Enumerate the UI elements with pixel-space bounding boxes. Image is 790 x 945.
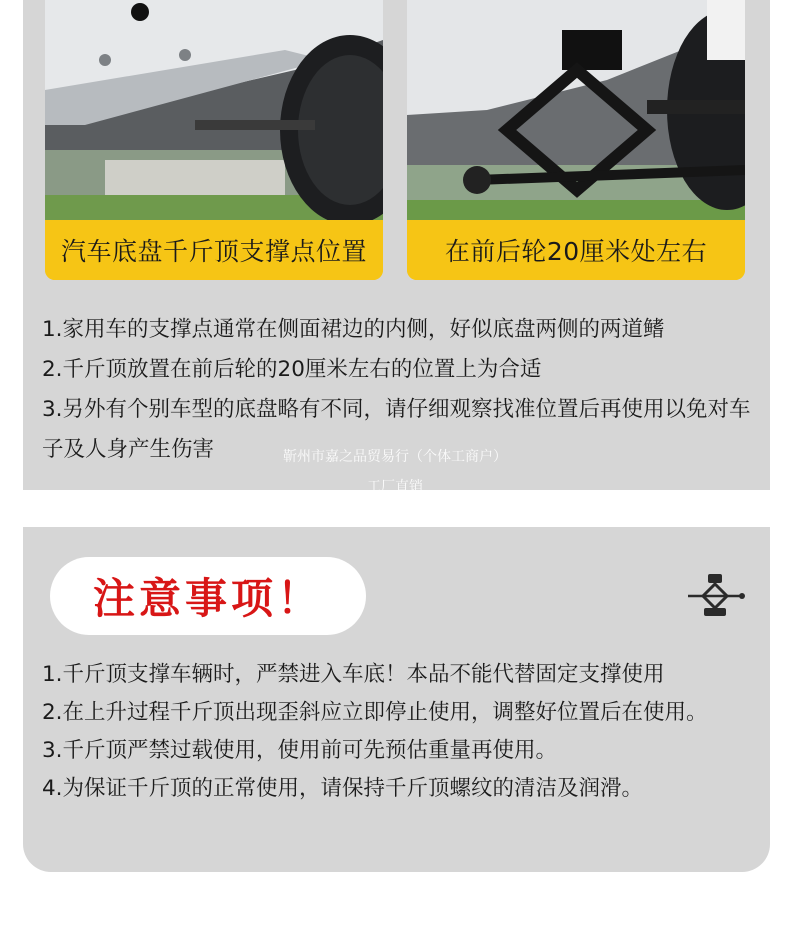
notice-list [42, 656, 767, 808]
support-note: 3.另外有个别车型的底盘略有不同，请仔细观察找准位置后再使用以免对车子及人身产生伤害 [42, 397, 751, 462]
left-photo-card [45, 0, 383, 280]
notice-title: 注意事项！ [92, 574, 323, 623]
watermark-tagline: 工厂直销 [367, 479, 423, 495]
left-photo-caption: 汽车底盘千斤顶支撑点位置 [45, 220, 383, 280]
right-photo-card [407, 0, 745, 280]
support-note: 2.千斤顶放置在前后轮的20厘米左右的位置上为合适 [42, 357, 542, 382]
scissor-jack-photo [407, 0, 745, 220]
right-photo-caption: 在前后轮20厘米处左右 [407, 220, 745, 280]
notice-item: 3.千斤顶严禁过载使用，使用前可先预估重量再使用。 [42, 738, 558, 763]
watermark-company: 靳州市嘉之品贸易行（个体工商户） [283, 449, 507, 465]
notice-item: 4.为保证千斤顶的正常使用，请保持千斤顶螺纹的清洁及润滑。 [42, 776, 644, 801]
notice-title-pill [50, 557, 366, 635]
notice-item: 2.在上升过程千斤顶出现歪斜应立即停止使用，调整好位置后在使用。 [42, 700, 708, 725]
car-underbody-photo [45, 0, 383, 220]
support-note: 1.家用车的支撑点通常在侧面裙边的内侧，好似底盘两侧的两道鳍 [42, 317, 665, 342]
scissor-jack-icon [686, 572, 746, 618]
notice-item: 1.千斤顶支撑车辆时，严禁进入车底！本品不能代替固定支撑使用 [42, 662, 665, 687]
